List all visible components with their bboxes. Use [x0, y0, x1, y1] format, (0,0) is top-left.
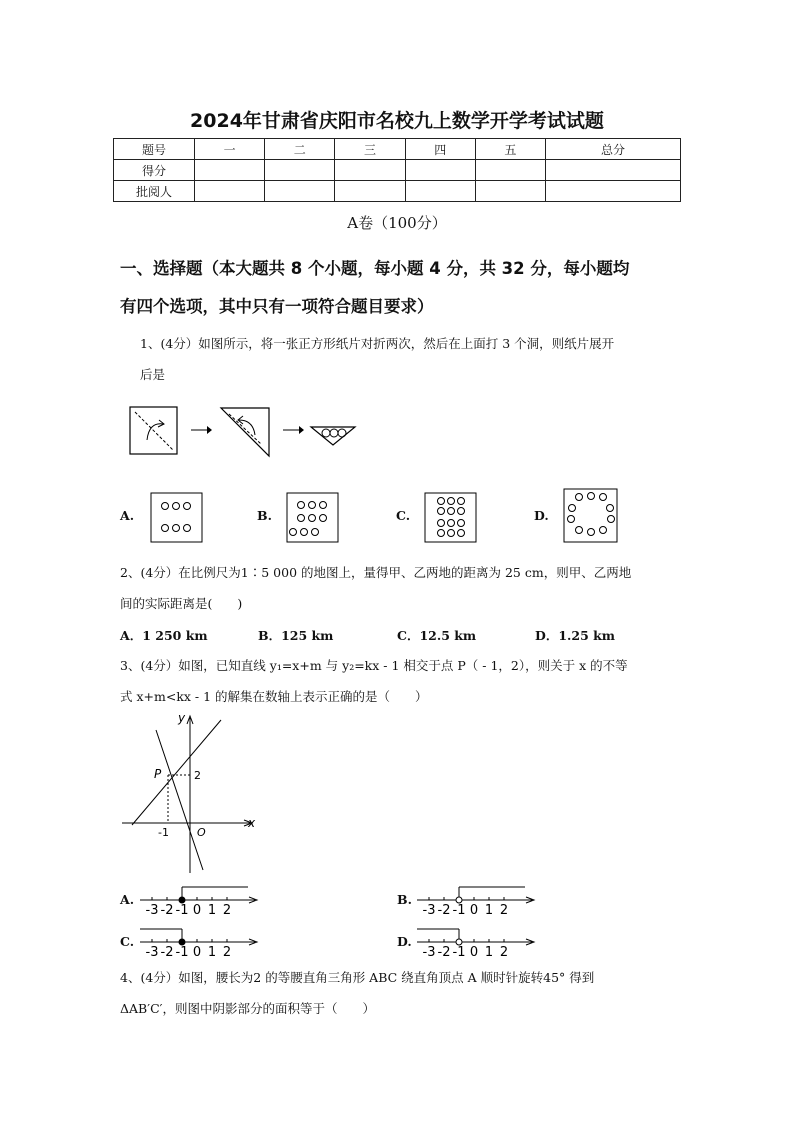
tick-label: -1	[175, 903, 189, 917]
q2-option-d[interactable]: D．1.25 km	[535, 628, 616, 643]
q1-option-c-label: C.	[396, 508, 411, 523]
table-cell: 得分	[114, 160, 195, 181]
line-graph	[118, 708, 268, 878]
tick-label: -1	[452, 945, 466, 959]
question-3-text: 3、(4分）如图，已知直线 y₁=x+m 与 y₂=kx - 1 相交于点 P（ - 1，2），则关于 x 的不等	[120, 658, 628, 673]
q3-option-c-label: C.	[120, 934, 135, 949]
table-cell: 四	[405, 139, 475, 160]
q2-option-a[interactable]: A．1 250 km	[120, 628, 208, 643]
table-cell: 三	[335, 139, 405, 160]
x-tick-minus1: -1	[158, 826, 169, 839]
q1-option-a-label: A.	[120, 508, 135, 523]
y-axis-label: y	[178, 711, 186, 725]
tick-label: -2	[437, 903, 451, 917]
question-3-text-cont: 式 x+m<kx - 1 的解集在数轴上表示正确的是（ ）	[120, 689, 428, 704]
x-axis-label: x	[248, 816, 256, 830]
tick-label: 2	[499, 945, 509, 959]
tick-label: 1	[207, 945, 217, 959]
tick-label: 0	[192, 945, 202, 959]
table-row	[114, 181, 681, 202]
tick-label: -3	[145, 903, 159, 917]
table-row	[114, 160, 681, 181]
q1-option-d-label: D.	[534, 508, 549, 523]
tick-label: 0	[469, 903, 479, 917]
tick-label: -2	[437, 945, 451, 959]
folding-diagram	[125, 400, 365, 462]
tick-label: 1	[484, 945, 494, 959]
section-heading-cont: 有四个选项，其中只有一项符合题目要求）	[120, 297, 434, 316]
question-1-text-cont: 后是	[140, 367, 166, 382]
origin-label: O	[197, 826, 206, 839]
q3-option-b-numberline[interactable]	[417, 877, 539, 917]
table-cell: 总分	[546, 139, 681, 160]
point-p-label: P	[154, 767, 162, 781]
q2-option-b[interactable]: B．125 km	[258, 628, 334, 643]
endpoint-dot	[179, 897, 185, 903]
tick-label: 1	[207, 903, 217, 917]
q3-option-d-label: D.	[397, 934, 412, 949]
paper-title: A卷（100分）	[347, 214, 447, 232]
q1-option-b-figure[interactable]	[286, 490, 341, 545]
table-row	[114, 139, 681, 160]
endpoint-dot	[456, 897, 462, 903]
q3-option-c-numberline[interactable]	[140, 919, 262, 959]
table-cell: 一	[195, 139, 265, 160]
q3-option-d-numberline[interactable]	[417, 919, 539, 959]
q1-option-d-figure[interactable]	[562, 486, 622, 546]
score-table	[113, 138, 681, 202]
q3-option-a-label: A.	[120, 892, 135, 907]
question-1-text: 1、(4分）如图所示，将一张正方形纸片对折两次，然后在上面打 3 个洞，则纸片展开	[140, 336, 615, 351]
tick-label: -3	[145, 945, 159, 959]
q1-option-c-figure[interactable]	[424, 490, 479, 545]
tick-label: -3	[422, 945, 436, 959]
section-heading: 一、选择题（本大题共 8 个小题，每小题 4 分，共 32 分，每小题均	[120, 259, 630, 278]
table-cell: 五	[475, 139, 545, 160]
question-2-text-cont: 间的实际距离是( )	[120, 596, 243, 611]
table-cell: 二	[265, 139, 335, 160]
tick-label: 0	[469, 945, 479, 959]
tick-label: 2	[499, 903, 509, 917]
endpoint-dot	[179, 939, 185, 945]
tick-label: 0	[192, 903, 202, 917]
endpoint-dot	[456, 939, 462, 945]
tick-label: -2	[160, 903, 174, 917]
question-4-text-cont: ΔAB′C′，则图中阴影部分的面积等于（ ）	[120, 1001, 375, 1016]
table-cell: 题号	[114, 139, 195, 160]
tick-label: 1	[484, 903, 494, 917]
tick-label: -2	[160, 945, 174, 959]
q3-option-b-label: B.	[397, 892, 412, 907]
page-title: 2024年甘肃省庆阳市名校九上数学开学考试试题	[190, 110, 604, 132]
tick-label: 2	[222, 903, 232, 917]
q2-option-c[interactable]: C．12.5 km	[397, 628, 477, 643]
question-4-text: 4、(4分）如图，腰长为2 的等腰直角三角形 ABC 绕直角顶点 A 顺时针旋转45° 得到	[120, 970, 595, 985]
q1-option-b-label: B.	[257, 508, 272, 523]
table-cell: 批阅人	[114, 181, 195, 202]
tick-label: -1	[175, 945, 189, 959]
y-tick-2: 2	[194, 769, 201, 782]
tick-label: -3	[422, 903, 436, 917]
q1-option-a-figure[interactable]	[150, 490, 205, 545]
tick-label: 2	[222, 945, 232, 959]
tick-label: -1	[452, 903, 466, 917]
question-2-text: 2、(4分）在比例尺为1∶5 000 的地图上，量得甲、乙两地的距离为 25 cm，则甲、乙两地	[120, 565, 632, 580]
q3-option-a-numberline[interactable]	[140, 877, 262, 917]
